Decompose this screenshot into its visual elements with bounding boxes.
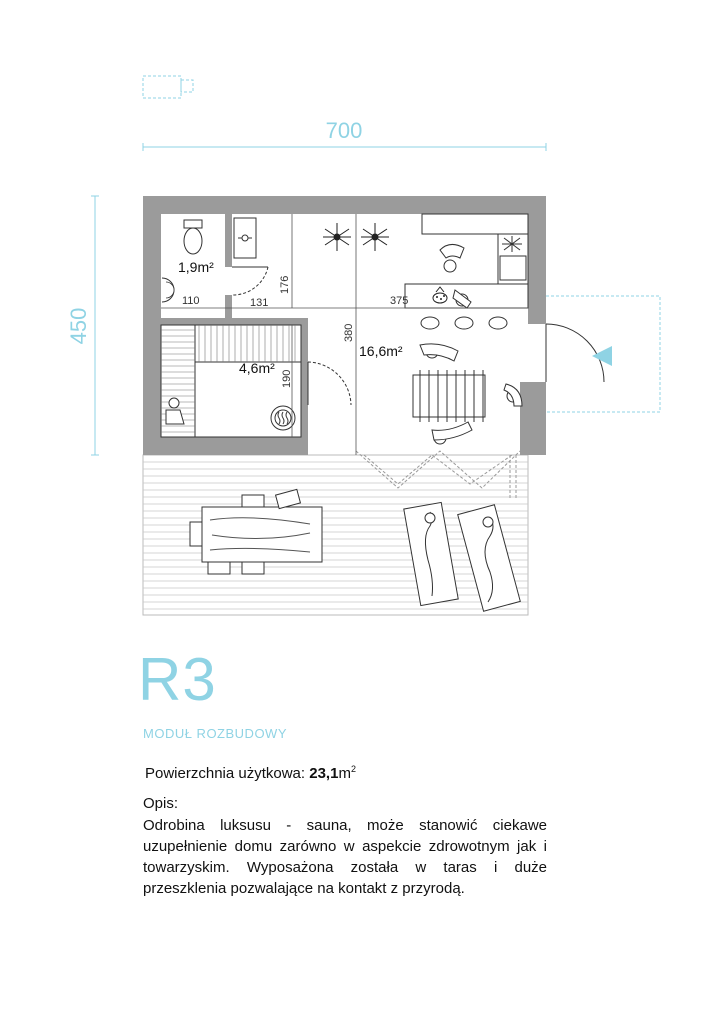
kitchen-counter xyxy=(405,214,528,308)
stove-icon xyxy=(502,236,522,252)
shower-icon xyxy=(234,218,256,258)
dim-380: 380 xyxy=(343,323,355,342)
bar-stools xyxy=(421,317,507,329)
dim-176: 176 xyxy=(279,275,291,294)
room-area-bathroom: 1,9m² xyxy=(178,259,214,275)
width-dimension xyxy=(143,143,546,151)
usable-area-value: 23,1 xyxy=(309,765,339,782)
key-plan-icon xyxy=(143,76,193,98)
width-label: 700 xyxy=(325,118,363,143)
module-code: R3 xyxy=(138,646,217,713)
height-label: 450 xyxy=(66,307,91,345)
entry-door xyxy=(546,296,660,412)
dim-110: 110 xyxy=(182,295,200,307)
dim-190: 190 xyxy=(281,369,293,388)
bathroom-door xyxy=(232,267,268,295)
description-text: Odrobina luksusu - sauna, może stanowić ciekawe uzupełnienie domu zarówno w aspekcie zdrowotnym jak i towarzyskim. Wyposażona została w taras i duże przeszklenia pozwalające na kontakt z przyrodą. xyxy=(143,817,547,897)
dim-131: 131 xyxy=(250,297,269,309)
foosball-table xyxy=(413,370,485,422)
description-heading: Opis: xyxy=(143,795,179,812)
toilet-icon xyxy=(184,220,202,254)
usable-area-unit: m xyxy=(338,765,351,782)
sauna-door xyxy=(308,362,351,405)
sink-icon xyxy=(162,278,174,302)
usable-area-label: Powierzchnia użytkowa: xyxy=(145,765,310,782)
usable-area xyxy=(145,764,356,782)
entrance-arrow-icon xyxy=(592,346,612,366)
module-subtitle: MODUŁ ROZBUDOWY xyxy=(143,726,287,741)
room-area-sauna: 4,6m² xyxy=(239,360,275,376)
dim-375: 375 xyxy=(390,295,409,307)
usable-area-exponent: 2 xyxy=(350,764,356,774)
room-area-living: 16,6m² xyxy=(359,343,403,359)
height-dimension xyxy=(91,196,99,455)
